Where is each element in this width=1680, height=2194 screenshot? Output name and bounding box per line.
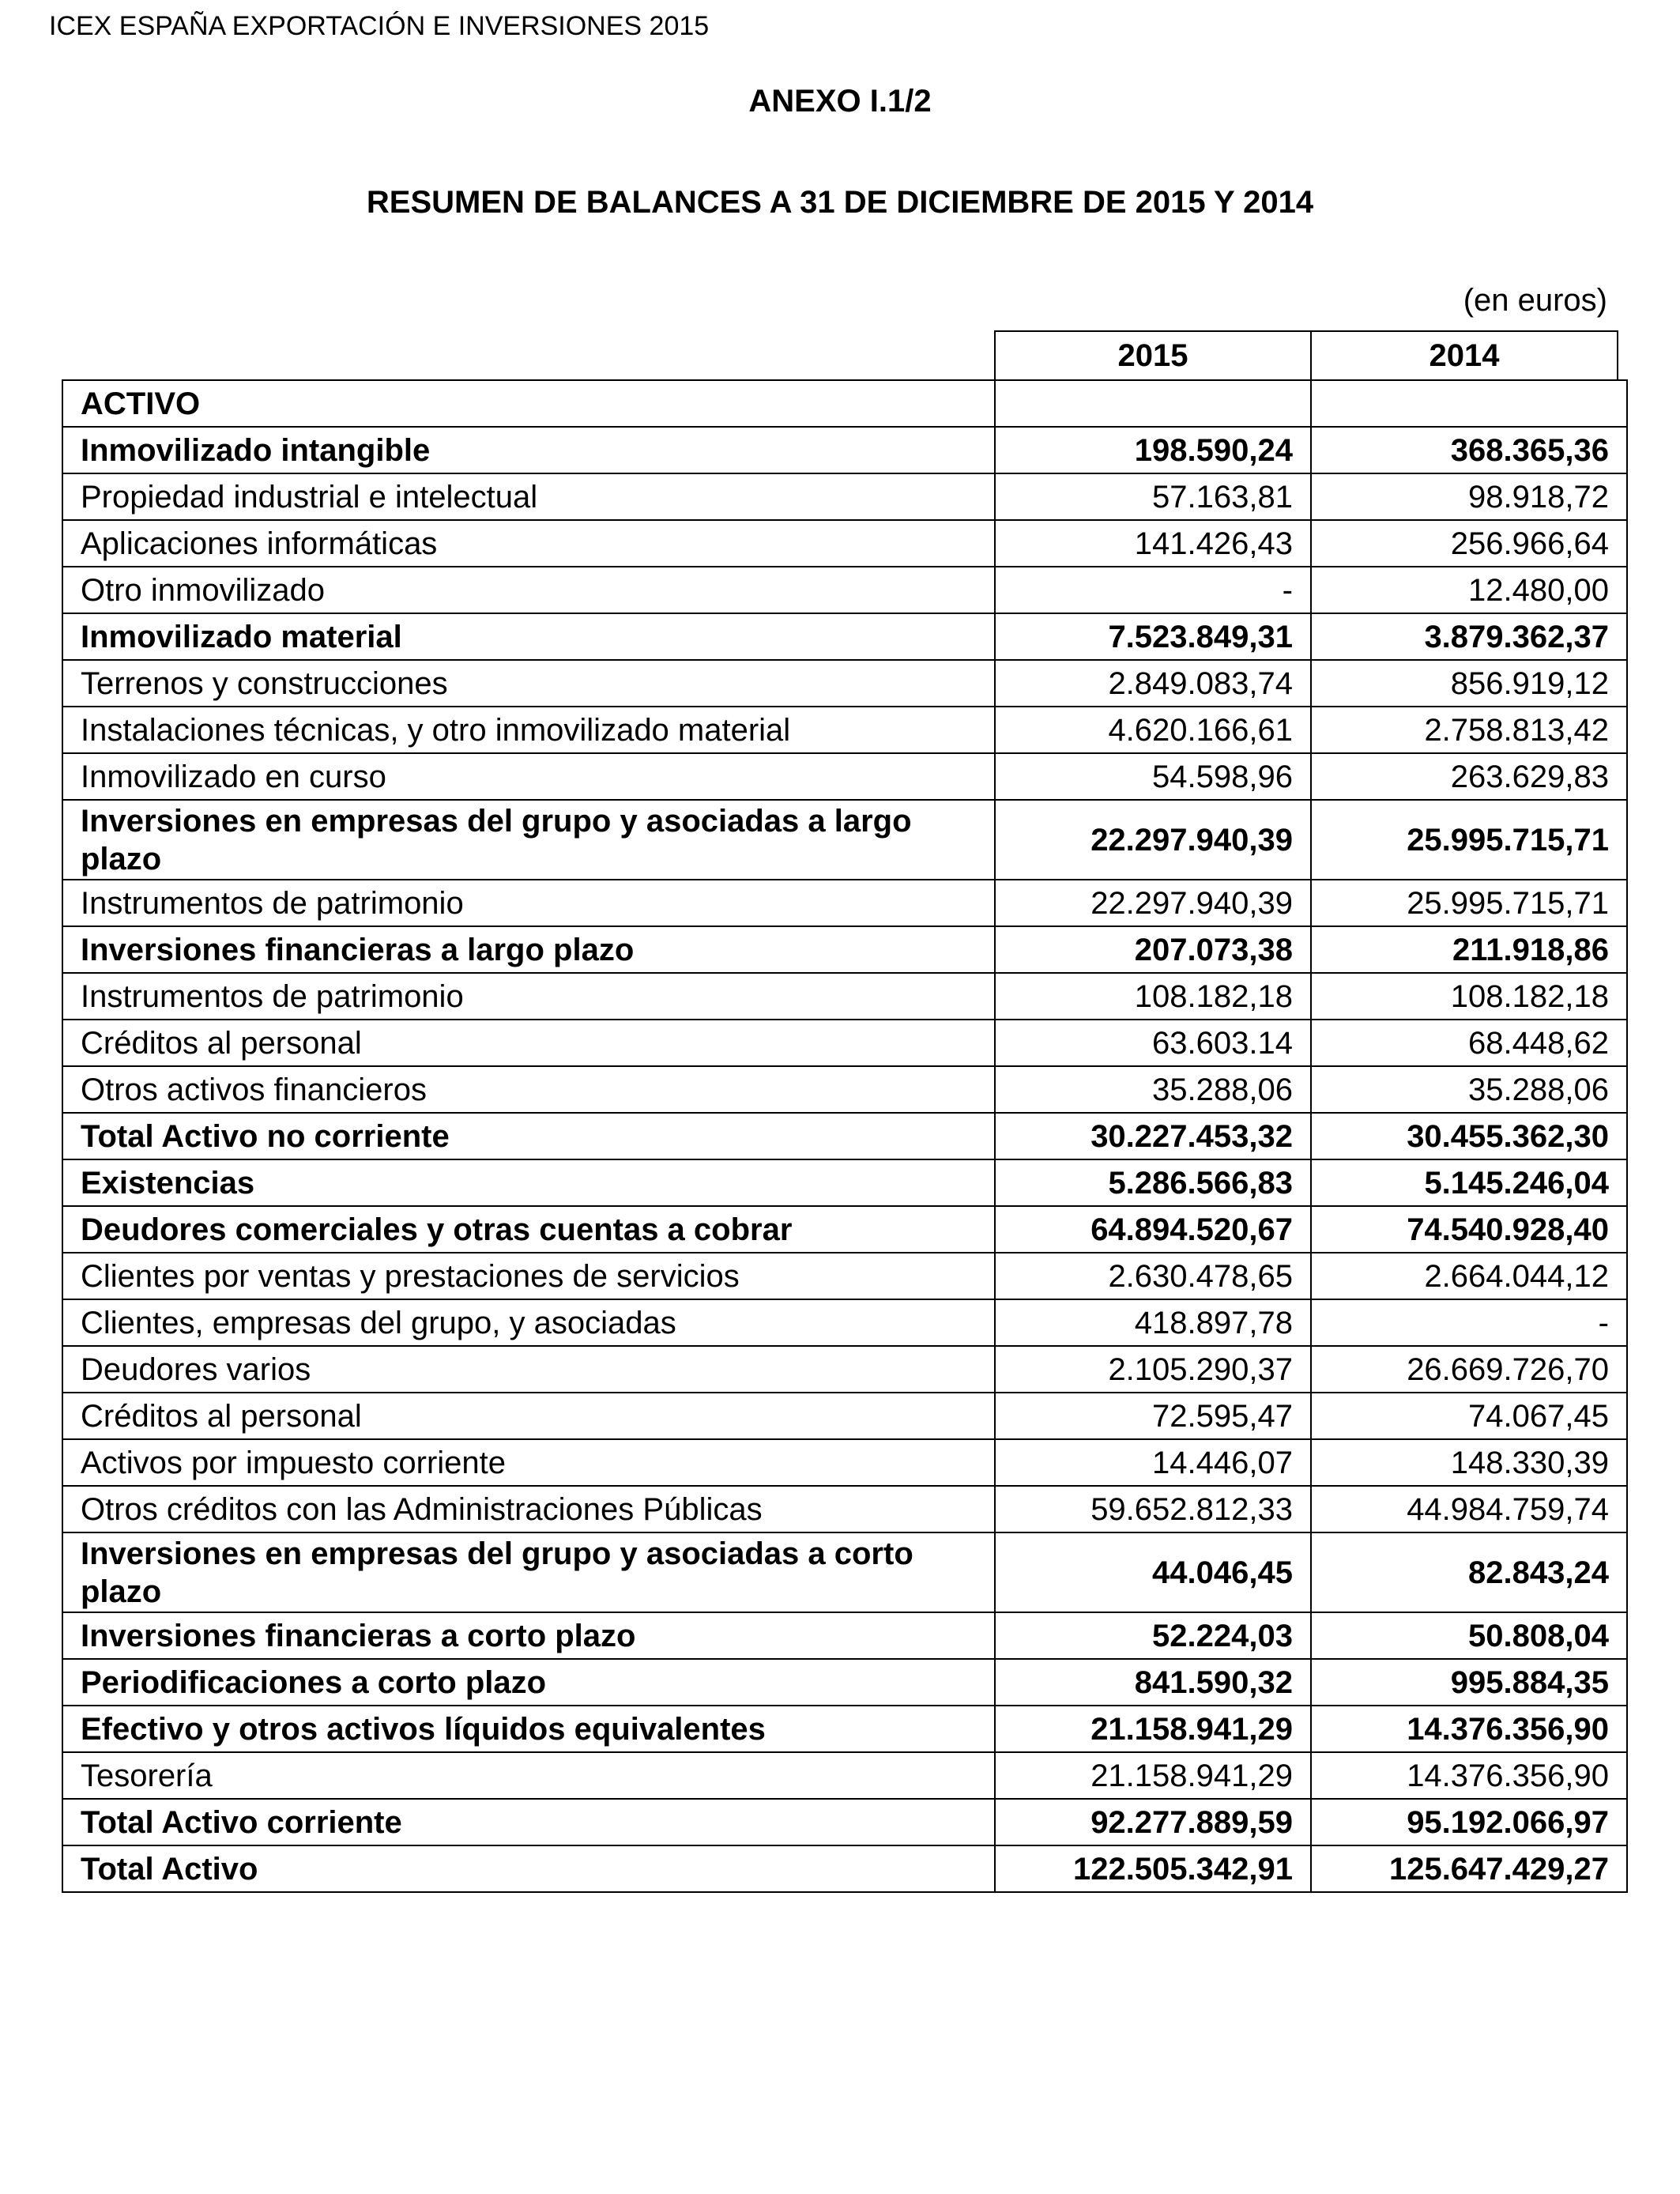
value-2014: 26.669.726,70 bbox=[1311, 1346, 1627, 1393]
row-label: Deudores varios bbox=[62, 1346, 995, 1393]
row-label: Instalaciones técnicas, y otro inmovilizado material bbox=[62, 707, 995, 753]
value-2015: 7.523.849,31 bbox=[995, 613, 1311, 660]
row-label: Clientes por ventas y prestaciones de servicios bbox=[62, 1253, 995, 1299]
value-2014 bbox=[1311, 380, 1627, 427]
table-row bbox=[62, 1659, 1627, 1706]
value-2015: 44.046,45 bbox=[995, 1532, 1311, 1612]
value-2014: 68.448,62 bbox=[1311, 1020, 1627, 1066]
value-2014: 95.192.066,97 bbox=[1311, 1799, 1627, 1845]
table-row bbox=[62, 1299, 1627, 1346]
value-2015: 54.598,96 bbox=[995, 753, 1311, 800]
table-row bbox=[62, 1706, 1627, 1752]
value-2014: 2.758.813,42 bbox=[1311, 707, 1627, 753]
row-label: Inversiones financieras a corto plazo bbox=[62, 1612, 995, 1659]
value-2014: 2.664.044,12 bbox=[1311, 1253, 1627, 1299]
value-2014: 108.182,18 bbox=[1311, 973, 1627, 1020]
table-row bbox=[62, 1020, 1627, 1066]
value-2015: 63.603.14 bbox=[995, 1020, 1311, 1066]
value-2014: 14.376.356,90 bbox=[1311, 1706, 1627, 1752]
value-2014: 50.808,04 bbox=[1311, 1612, 1627, 1659]
table-row bbox=[62, 427, 1627, 473]
document-title: RESUMEN DE BALANCES A 31 DE DICIEMBRE DE 2015 Y 2014 bbox=[366, 185, 1314, 220]
table-row bbox=[62, 753, 1627, 800]
value-2015: 72.595,47 bbox=[995, 1393, 1311, 1439]
table-row bbox=[62, 973, 1627, 1020]
value-2014: 74.067,45 bbox=[1311, 1393, 1627, 1439]
row-label: ACTIVO bbox=[62, 380, 995, 427]
row-label: Efectivo y otros activos líquidos equivalentes bbox=[62, 1706, 995, 1752]
value-2015: 59.652.812,33 bbox=[995, 1486, 1311, 1532]
value-2014: 35.288,06 bbox=[1311, 1066, 1627, 1113]
table-row bbox=[62, 1612, 1627, 1659]
table-row bbox=[62, 1752, 1627, 1799]
column-header-2015: 2015 bbox=[995, 331, 1311, 380]
table-row bbox=[62, 1799, 1627, 1845]
value-2015: 64.894.520,67 bbox=[995, 1206, 1311, 1253]
row-label: Total Activo corriente bbox=[62, 1799, 995, 1845]
row-label: Otro inmovilizado bbox=[62, 567, 995, 613]
value-2014: 368.365,36 bbox=[1311, 427, 1627, 473]
year-header bbox=[994, 330, 1618, 381]
value-2015: 21.158.941,29 bbox=[995, 1706, 1311, 1752]
row-label: Inmovilizado intangible bbox=[62, 427, 995, 473]
row-label: Aplicaciones informáticas bbox=[62, 520, 995, 567]
value-2014: - bbox=[1311, 1299, 1627, 1346]
value-2014: 25.995.715,71 bbox=[1311, 800, 1627, 880]
value-2015: 35.288,06 bbox=[995, 1066, 1311, 1113]
row-label: Total Activo bbox=[62, 1845, 995, 1892]
value-2015: 30.227.453,32 bbox=[995, 1113, 1311, 1159]
table-row bbox=[62, 1393, 1627, 1439]
value-2015: 57.163,81 bbox=[995, 473, 1311, 520]
value-2015: 21.158.941,29 bbox=[995, 1752, 1311, 1799]
value-2014: 25.995.715,71 bbox=[1311, 880, 1627, 926]
value-2014: 14.376.356,90 bbox=[1311, 1752, 1627, 1799]
table-row bbox=[62, 926, 1627, 973]
row-label: Existencias bbox=[62, 1159, 995, 1206]
value-2014: 82.843,24 bbox=[1311, 1532, 1627, 1612]
table-row bbox=[62, 1113, 1627, 1159]
row-label: Terrenos y construcciones bbox=[62, 660, 995, 707]
table-row bbox=[62, 1532, 1627, 1612]
table-row bbox=[62, 707, 1627, 753]
row-label: Activos por impuesto corriente bbox=[62, 1439, 995, 1486]
table-row bbox=[62, 473, 1627, 520]
value-2014: 12.480,00 bbox=[1311, 567, 1627, 613]
units-note: (en euros) bbox=[1463, 283, 1607, 318]
value-2015: 108.182,18 bbox=[995, 973, 1311, 1020]
value-2014: 263.629,83 bbox=[1311, 753, 1627, 800]
value-2015: 198.590,24 bbox=[995, 427, 1311, 473]
value-2015: 5.286.566,83 bbox=[995, 1159, 1311, 1206]
value-2015: 122.505.342,91 bbox=[995, 1845, 1311, 1892]
row-label: Inversiones en empresas del grupo y asociadas a corto plazo bbox=[62, 1532, 995, 1612]
value-2015: 22.297.940,39 bbox=[995, 800, 1311, 880]
value-2015: 418.897,78 bbox=[995, 1299, 1311, 1346]
value-2015: 52.224,03 bbox=[995, 1612, 1311, 1659]
value-2015: - bbox=[995, 567, 1311, 613]
value-2014: 856.919,12 bbox=[1311, 660, 1627, 707]
row-label: Inmovilizado en curso bbox=[62, 753, 995, 800]
value-2015: 14.446,07 bbox=[995, 1439, 1311, 1486]
table-row bbox=[62, 1346, 1627, 1393]
value-2015: 2.105.290,37 bbox=[995, 1346, 1311, 1393]
table-row bbox=[62, 380, 1627, 427]
row-label: Créditos al personal bbox=[62, 1020, 995, 1066]
row-label: Periodificaciones a corto plazo bbox=[62, 1659, 995, 1706]
row-label: Clientes, empresas del grupo, y asociadas bbox=[62, 1299, 995, 1346]
running-header: ICEX ESPAÑA EXPORTACIÓN E INVERSIONES 2015 bbox=[49, 11, 710, 41]
value-2015: 4.620.166,61 bbox=[995, 707, 1311, 753]
row-label: Tesorería bbox=[62, 1752, 995, 1799]
row-label: Inmovilizado material bbox=[62, 613, 995, 660]
table-row bbox=[62, 613, 1627, 660]
row-label: Propiedad industrial e intelectual bbox=[62, 473, 995, 520]
table-row bbox=[62, 1206, 1627, 1253]
row-label: Otros activos financieros bbox=[62, 1066, 995, 1113]
value-2015: 2.630.478,65 bbox=[995, 1253, 1311, 1299]
row-label: Otros créditos con las Administraciones Públicas bbox=[62, 1486, 995, 1532]
value-2015: 207.073,38 bbox=[995, 926, 1311, 973]
value-2015: 22.297.940,39 bbox=[995, 880, 1311, 926]
table-row bbox=[62, 520, 1627, 567]
table-row bbox=[62, 1159, 1627, 1206]
balance-sheet-table bbox=[62, 379, 1628, 1893]
value-2014: 30.455.362,30 bbox=[1311, 1113, 1627, 1159]
table-row bbox=[62, 1486, 1627, 1532]
row-label: Inversiones financieras a largo plazo bbox=[62, 926, 995, 973]
column-header-2014: 2014 bbox=[1311, 331, 1618, 380]
value-2014: 44.984.759,74 bbox=[1311, 1486, 1627, 1532]
table-row bbox=[62, 880, 1627, 926]
value-2015 bbox=[995, 380, 1311, 427]
value-2014: 3.879.362,37 bbox=[1311, 613, 1627, 660]
table-row bbox=[62, 1845, 1627, 1892]
value-2014: 148.330,39 bbox=[1311, 1439, 1627, 1486]
value-2015: 92.277.889,59 bbox=[995, 1799, 1311, 1845]
row-label: Inversiones en empresas del grupo y asociadas a largo plazo bbox=[62, 800, 995, 880]
row-label: Deudores comerciales y otras cuentas a cobrar bbox=[62, 1206, 995, 1253]
value-2014: 211.918,86 bbox=[1311, 926, 1627, 973]
table-row bbox=[62, 567, 1627, 613]
value-2015: 841.590,32 bbox=[995, 1659, 1311, 1706]
table-row bbox=[62, 660, 1627, 707]
value-2014: 995.884,35 bbox=[1311, 1659, 1627, 1706]
value-2014: 98.918,72 bbox=[1311, 473, 1627, 520]
value-2014: 125.647.429,27 bbox=[1311, 1845, 1627, 1892]
value-2015: 141.426,43 bbox=[995, 520, 1311, 567]
row-label: Créditos al personal bbox=[62, 1393, 995, 1439]
row-label: Instrumentos de patrimonio bbox=[62, 973, 995, 1020]
table-row bbox=[62, 800, 1627, 880]
value-2014: 5.145.246,04 bbox=[1311, 1159, 1627, 1206]
table-row bbox=[62, 1439, 1627, 1486]
table-row bbox=[62, 1253, 1627, 1299]
row-label: Total Activo no corriente bbox=[62, 1113, 995, 1159]
table-row bbox=[62, 1066, 1627, 1113]
value-2014: 256.966,64 bbox=[1311, 520, 1627, 567]
value-2014: 74.540.928,40 bbox=[1311, 1206, 1627, 1253]
row-label: Instrumentos de patrimonio bbox=[62, 880, 995, 926]
value-2015: 2.849.083,74 bbox=[995, 660, 1311, 707]
annex-number: ANEXO I.1/2 bbox=[748, 84, 932, 119]
